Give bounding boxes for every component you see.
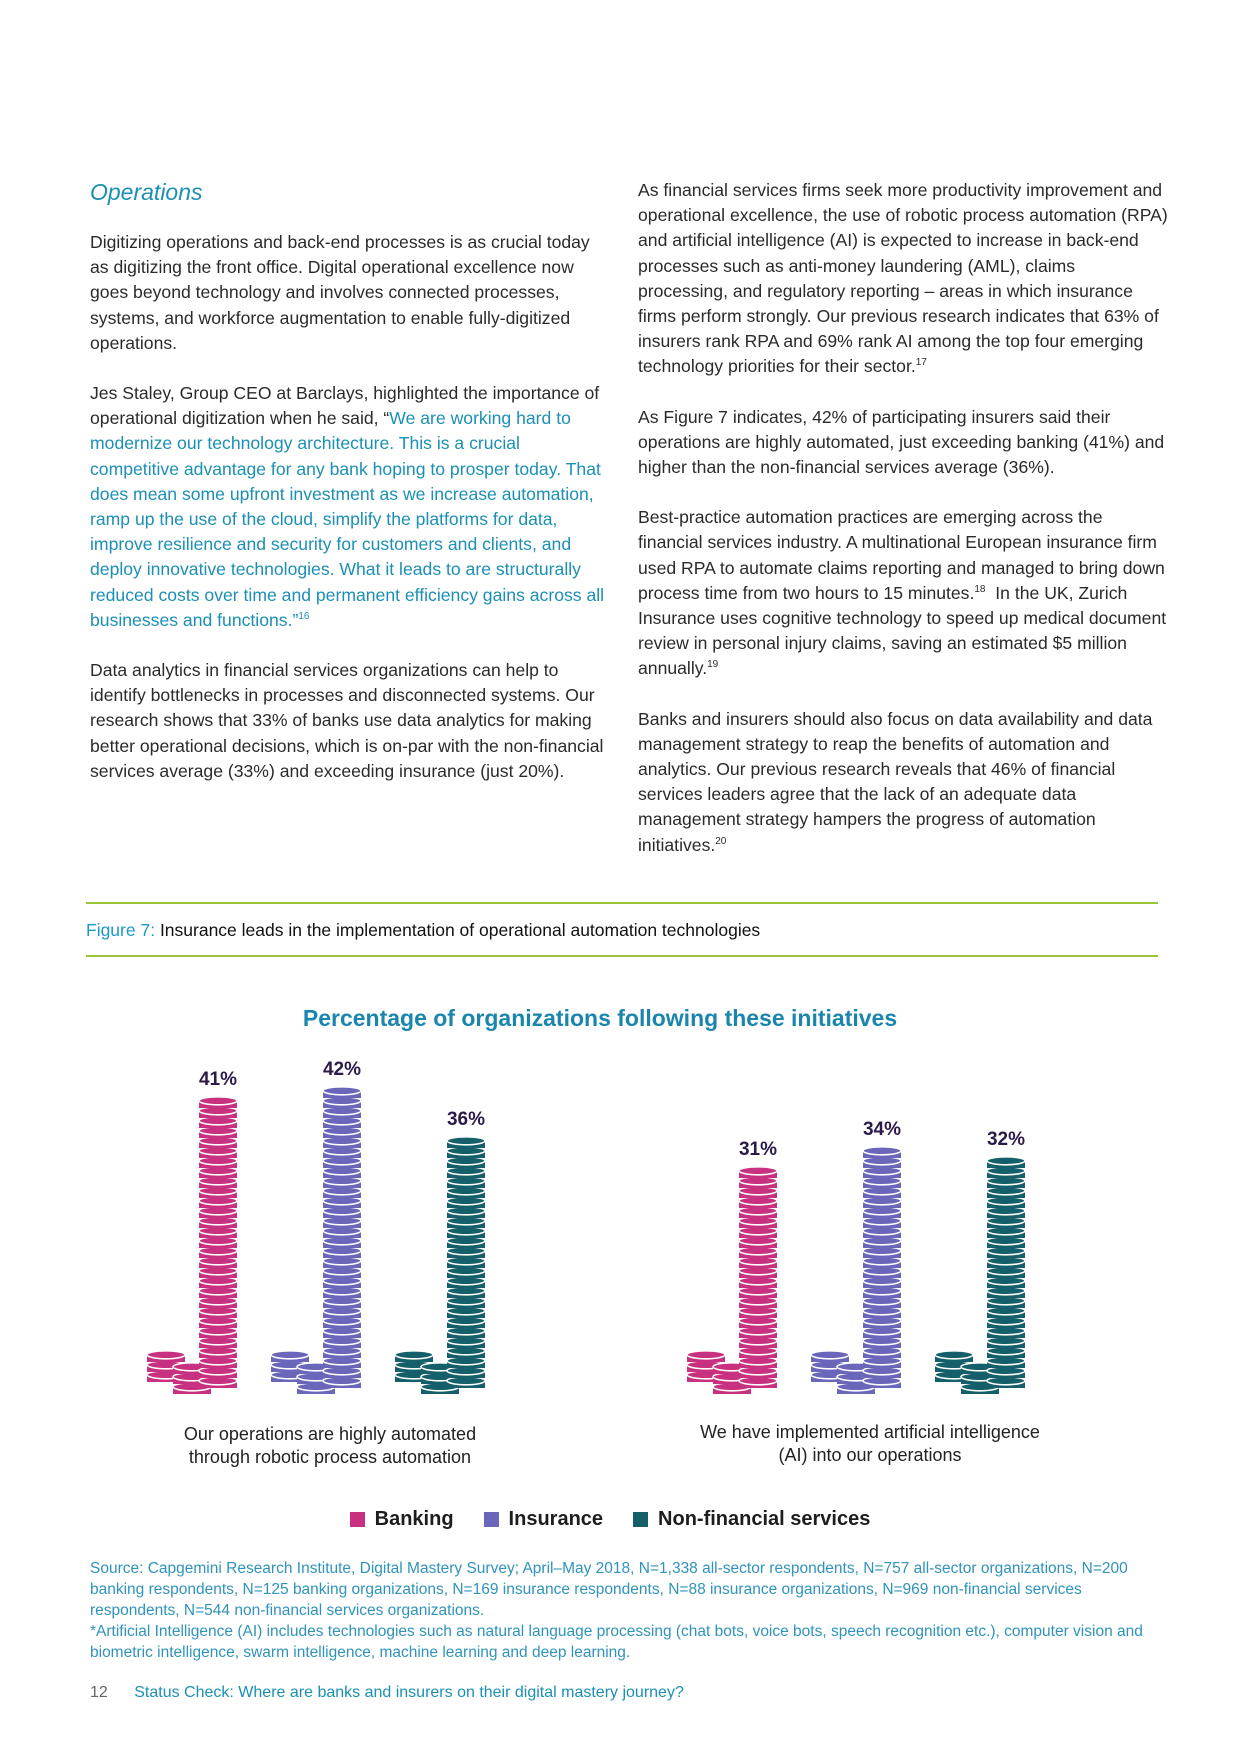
bar-insurance-1 [271, 1087, 361, 1394]
paragraph-text: As Figure 7 indicates, 42% of participating insurers said their operations are highly automated, just exceeding banking (41%) and higher than the non-financial services average (36%). [638, 406, 1165, 478]
legend-item-insurance [484, 1508, 603, 1531]
bar-insurance-2 [811, 1147, 901, 1394]
section-heading: Operations [90, 179, 203, 205]
bar-banking-2 [687, 1167, 777, 1394]
paragraph: Data analytics in financial services organizations can help to identify bottlenecks in processes and disconnected systems. Our research shows that 33% of banks use data analytics for making better operational decisions, which is on-par with the non-financial services average (33%) and exceeding insurance (just 20%). [90, 660, 604, 781]
chart-legend [0, 1508, 1220, 1531]
legend-label: Banking [374, 1508, 454, 1530]
footnote-ref: 19 [707, 659, 719, 671]
figure-label: Figure 7: [86, 920, 156, 940]
data-label-insurance-1: 42% [322, 1058, 362, 1080]
ai-definition-note: *Artificial Intelligence (AI) includes technologies such as natural language processing (chat bots, voice bots, speech recognition etc.), computer vision and biometric intelligence, swarm intelligence, machine learning and deep learning. [90, 1623, 1143, 1661]
footnote-ref: 20 [715, 835, 727, 847]
bar-banking-1 [147, 1097, 237, 1394]
barclays-quote: We are working hard to modernize our technology architecture. This is a crucial competitive advantage for any bank hoping to prosper today. That does mean some upfront investment as we increase automation, ramp up the use of the cloud, simplify the platforms for data, improve resilience and security for customers and clients, and deploy innovative technologies. What it leads to are structurally reduced costs over time and permanent efficiency gains across all businesses and functions.” [90, 408, 605, 630]
legend-label: Insurance [508, 1508, 604, 1530]
paragraph-text: Banks and insurers should also focus on data availability and data management strategy to reap the benefits of automation and analytics. Our previous research reveals that 46% of financial services leaders agree that the lack of an adequate data management strategy hampers the progress of automation initiatives. [638, 708, 1153, 855]
paragraph: Digitizing operations and back-end processes is as crucial today as digitizing the front office. Digital operational excellence now goes beyond technology and involves connected processes, systems, and workforce augmentation to enable fully-digitized operations. [90, 232, 590, 353]
legend-label: Non-financial services [658, 1508, 871, 1530]
legend-item-banking [350, 1508, 454, 1531]
footer-title: Status Check: Where are banks and insurers on their digital mastery journey? [134, 1684, 684, 1701]
data-label-banking-2: 31% [738, 1138, 778, 1160]
footnote-ref: 16 [298, 610, 310, 622]
legend-item-non-financial [633, 1508, 870, 1531]
paragraph-text: Best-practice automation practices are emerging across the financial services industry. A multinational European insurance firm used RPA to automate claims reporting and managed to bring down process time from two hours to 15 minutes. [638, 507, 1165, 603]
page-footer [90, 1684, 684, 1702]
zurich-text: In the UK, Zurich Insurance uses cognitive technology to speed up medical document review in personal injury claims, saving an estimated $5 million annually. [638, 582, 1167, 679]
figure-caption-text: Insurance leads in the implementation of operational automation technologies [159, 920, 761, 940]
source-text: Source: Capgemini Research Institute, Digital Mastery Survey; April–May 2018, N=1,338 all-sector respondents, N=757 all-sector organizations, N=200 banking respondents, N=125 banking organizations, N=169 insurance respondents, N=88 insurance organizations, N=969 non-financial services respondents, N=544 non-financial services organizations. [90, 1560, 1128, 1619]
group-label-rpa: Our operations are highly automated through robotic process automation [183, 1424, 477, 1467]
footnote-ref: 18 [974, 583, 986, 595]
chart-title: Percentage of organizations following these initiatives [302, 1005, 898, 1031]
data-label-banking-1: 41% [198, 1068, 238, 1090]
paragraph-text: As financial services firms seek more productivity improvement and operational excellence, the use of robotic process automation (RPA) and artificial intelligence (AI) is expected to increase in back-end processes such as anti-money laundering (AML), claims processing, and regulatory reporting – areas in which insurance firms perform strongly. Our previous research indicates that 63% of insurers rank RPA and 69% rank AI among the top four emerging technology priorities for their sector. [638, 180, 1168, 377]
source-note [90, 1558, 1170, 1663]
legend-swatch-non-financial [633, 1512, 648, 1527]
quote-intro: Jes Staley, Group CEO at Barclays, highlighted the importance of operational digitization when he said, “ [90, 383, 600, 429]
bar-non-financial-1 [395, 1137, 485, 1394]
bar-non-financial-2 [935, 1157, 1025, 1394]
group-label-ai: We have implemented artificial intelligence (AI) into our operations [700, 1422, 1040, 1465]
data-label-non-financial-2: 32% [986, 1128, 1026, 1150]
footnote-ref: 17 [915, 357, 927, 369]
data-label-insurance-2: 34% [862, 1118, 902, 1140]
legend-swatch-insurance [484, 1512, 499, 1527]
legend-swatch-banking [350, 1512, 365, 1527]
page-number: 12 [90, 1684, 108, 1701]
data-label-non-financial-1: 36% [446, 1108, 486, 1130]
